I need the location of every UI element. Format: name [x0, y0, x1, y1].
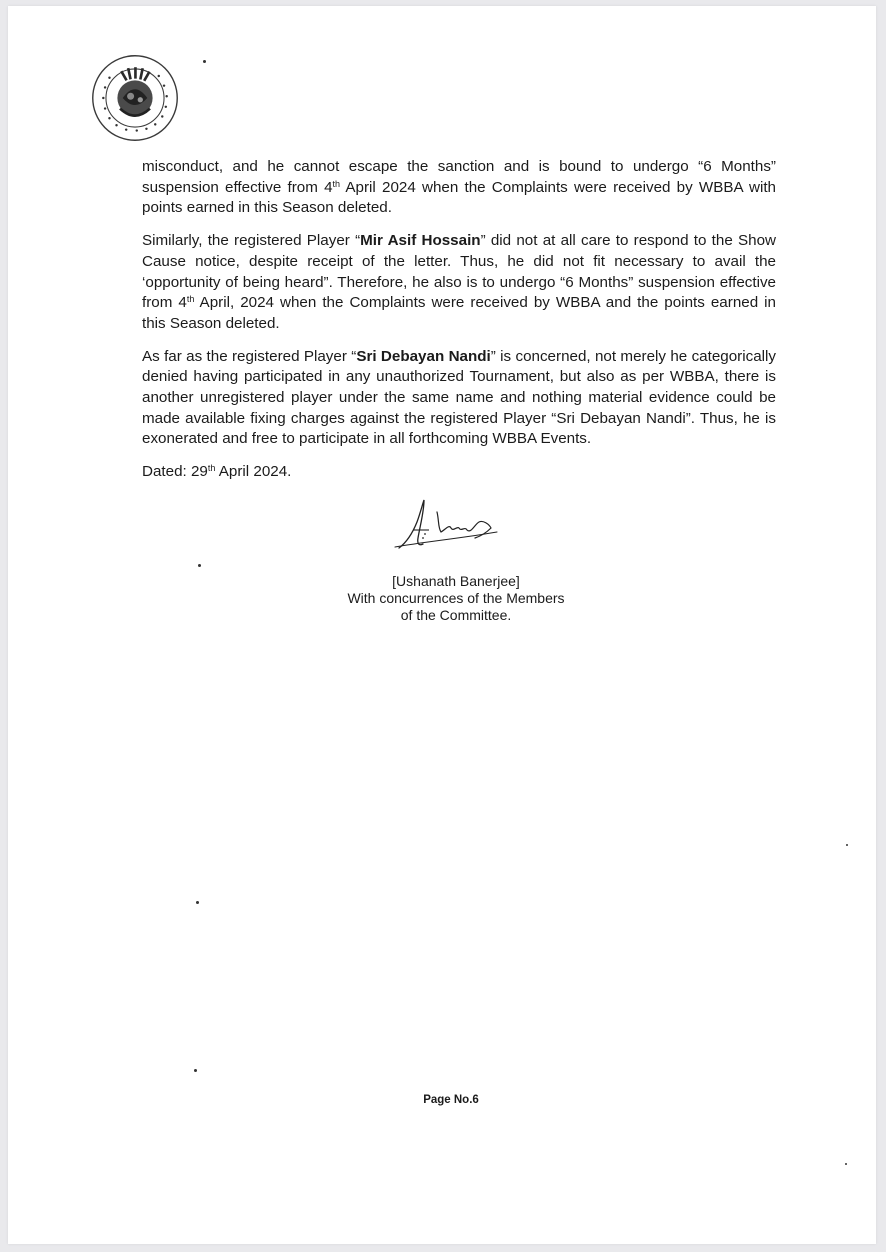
player-name: Mir Asif Hossain [360, 232, 481, 250]
association-seal-logo [91, 54, 179, 142]
paragraph-misconduct: misconduct, and he cannot escape the sanction and is bound to undergo “6 Months” suspension effective from 4th April 2024 when the Complaints were received by WBBA with points earned in this Season deleted. [142, 158, 777, 217]
document-page [8, 6, 876, 1244]
scan-speck [845, 1163, 847, 1165]
scan-speck [196, 901, 199, 904]
handwritten-signature [393, 492, 503, 552]
player-name: Sri Debayan Nandi [356, 347, 491, 365]
dated-line: Dated: 29th April 2024. [142, 463, 292, 481]
paragraph-sri-debayan-nandi: As far as the registered Player “Sri Debayan Nandi” is concerned, not merely he categorically denied having participated in any unauthorized Tournament, but also as per WBBA, there is another unregistered player under the same name and nothing material evidence could be made available fixing charges against the registered Player “Sri Debayan Nandi”. Thus, he is exonerated and free to participate in all forthcoming WBBA Events. [142, 347, 776, 448]
signatory-name: [Ushanath Banerjee] [392, 573, 520, 589]
scan-speck [194, 1069, 197, 1072]
signatory-line-3: of the Committee. [400, 607, 512, 623]
scan-speck [203, 60, 206, 63]
paragraph-mir-asif-hossain: Similarly, the registered Player “Mir Asif Hossain” did not at all care to respond to the Show Cause notice, despite receipt of the letter. Thus, he did not fit necessary to avail the ‘opportunity of being heard”. Therefore, he also is to undergo “6 Months” suspension effective from 4th April, 2024 when the Complaints were received by WBBA and the points earned in this Season deleted. [142, 232, 776, 332]
page-number: Page No.6 [423, 1094, 479, 1106]
letter-body [142, 157, 776, 495]
scan-speck [198, 564, 201, 567]
signatory-line-2: With concurrences of the Members [347, 590, 565, 606]
scan-speck [846, 844, 848, 846]
signatory-block [308, 573, 604, 624]
